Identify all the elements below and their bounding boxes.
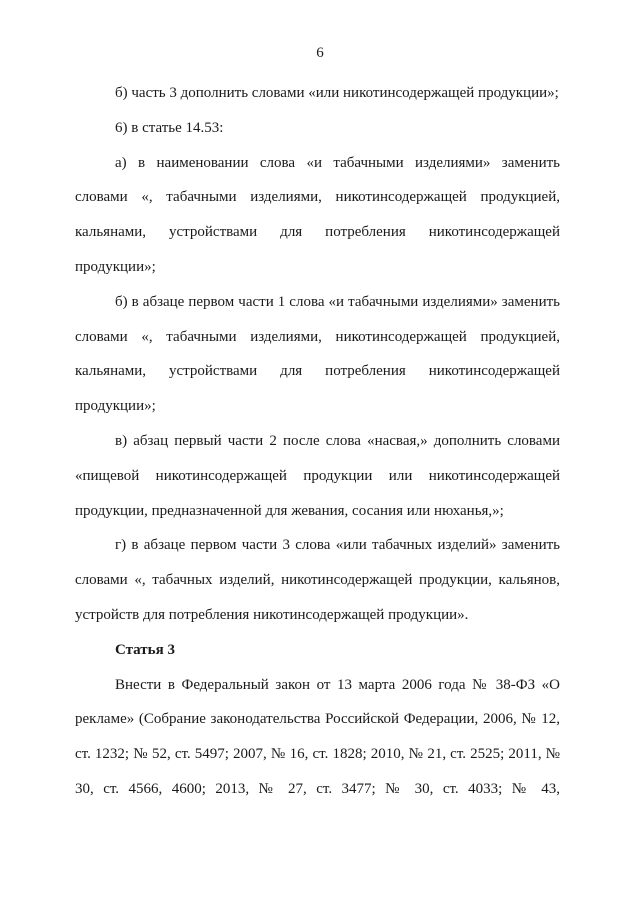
page-number: 6 [316, 45, 324, 61]
document-body [75, 76, 560, 807]
paragraph-item-v: в) абзац первый части 2 после слова «насвая,» дополнить словами «пищевой никотинсодержащей продукции или никотинсодержащей продукции, предназначенной для жевания, сосания или нюханья,»; [75, 432, 560, 519]
paragraph-article-3-text: Внести в Федеральный закон от 13 марта 2006 года № 38-ФЗ «О рекламе» (Собрание законодательства Российской Федерации, 2006, № 12, ст. 1232; № 52, ст. 5497; 2007, № 16, ст. 1828; 2010, № 21, ст. 2525; 2011, № 30, ст. 4566, 4600; 2013, № 27, ст. 3477; № 30, ст. 4033; № 43, [75, 676, 560, 797]
paragraph-item-b: б) в абзаце первом части 1 слова «и табачными изделиями» заменить словами «, табачными изделиями, никотинсодержащей продукцией, кальянами, устройствами для потребления никотинсодержащей продукции»; [75, 293, 560, 415]
article-heading: Статья 3 [115, 641, 175, 658]
paragraph-article-14-53: 6) в статье 14.53: [115, 119, 224, 136]
paragraph-item-g: г) в абзаце первом части 3 слова «или табачных изделий» заменить словами «, табачных изделий, никотинсодержащей продукции, кальянов, устройств для потребления никотинсодержащей продукции». [75, 537, 560, 623]
paragraph-amend-part-3: б) часть 3 дополнить словами «или никотинсодержащей продукции»; [115, 85, 559, 101]
paragraph-item-a: а) в наименовании слова «и табачными изделиями» заменить словами «, табачными изделиями, никотинсодержащей продукцией, кальянами, устройствами для потребления никотинсодержащей продукции»; [75, 154, 560, 275]
